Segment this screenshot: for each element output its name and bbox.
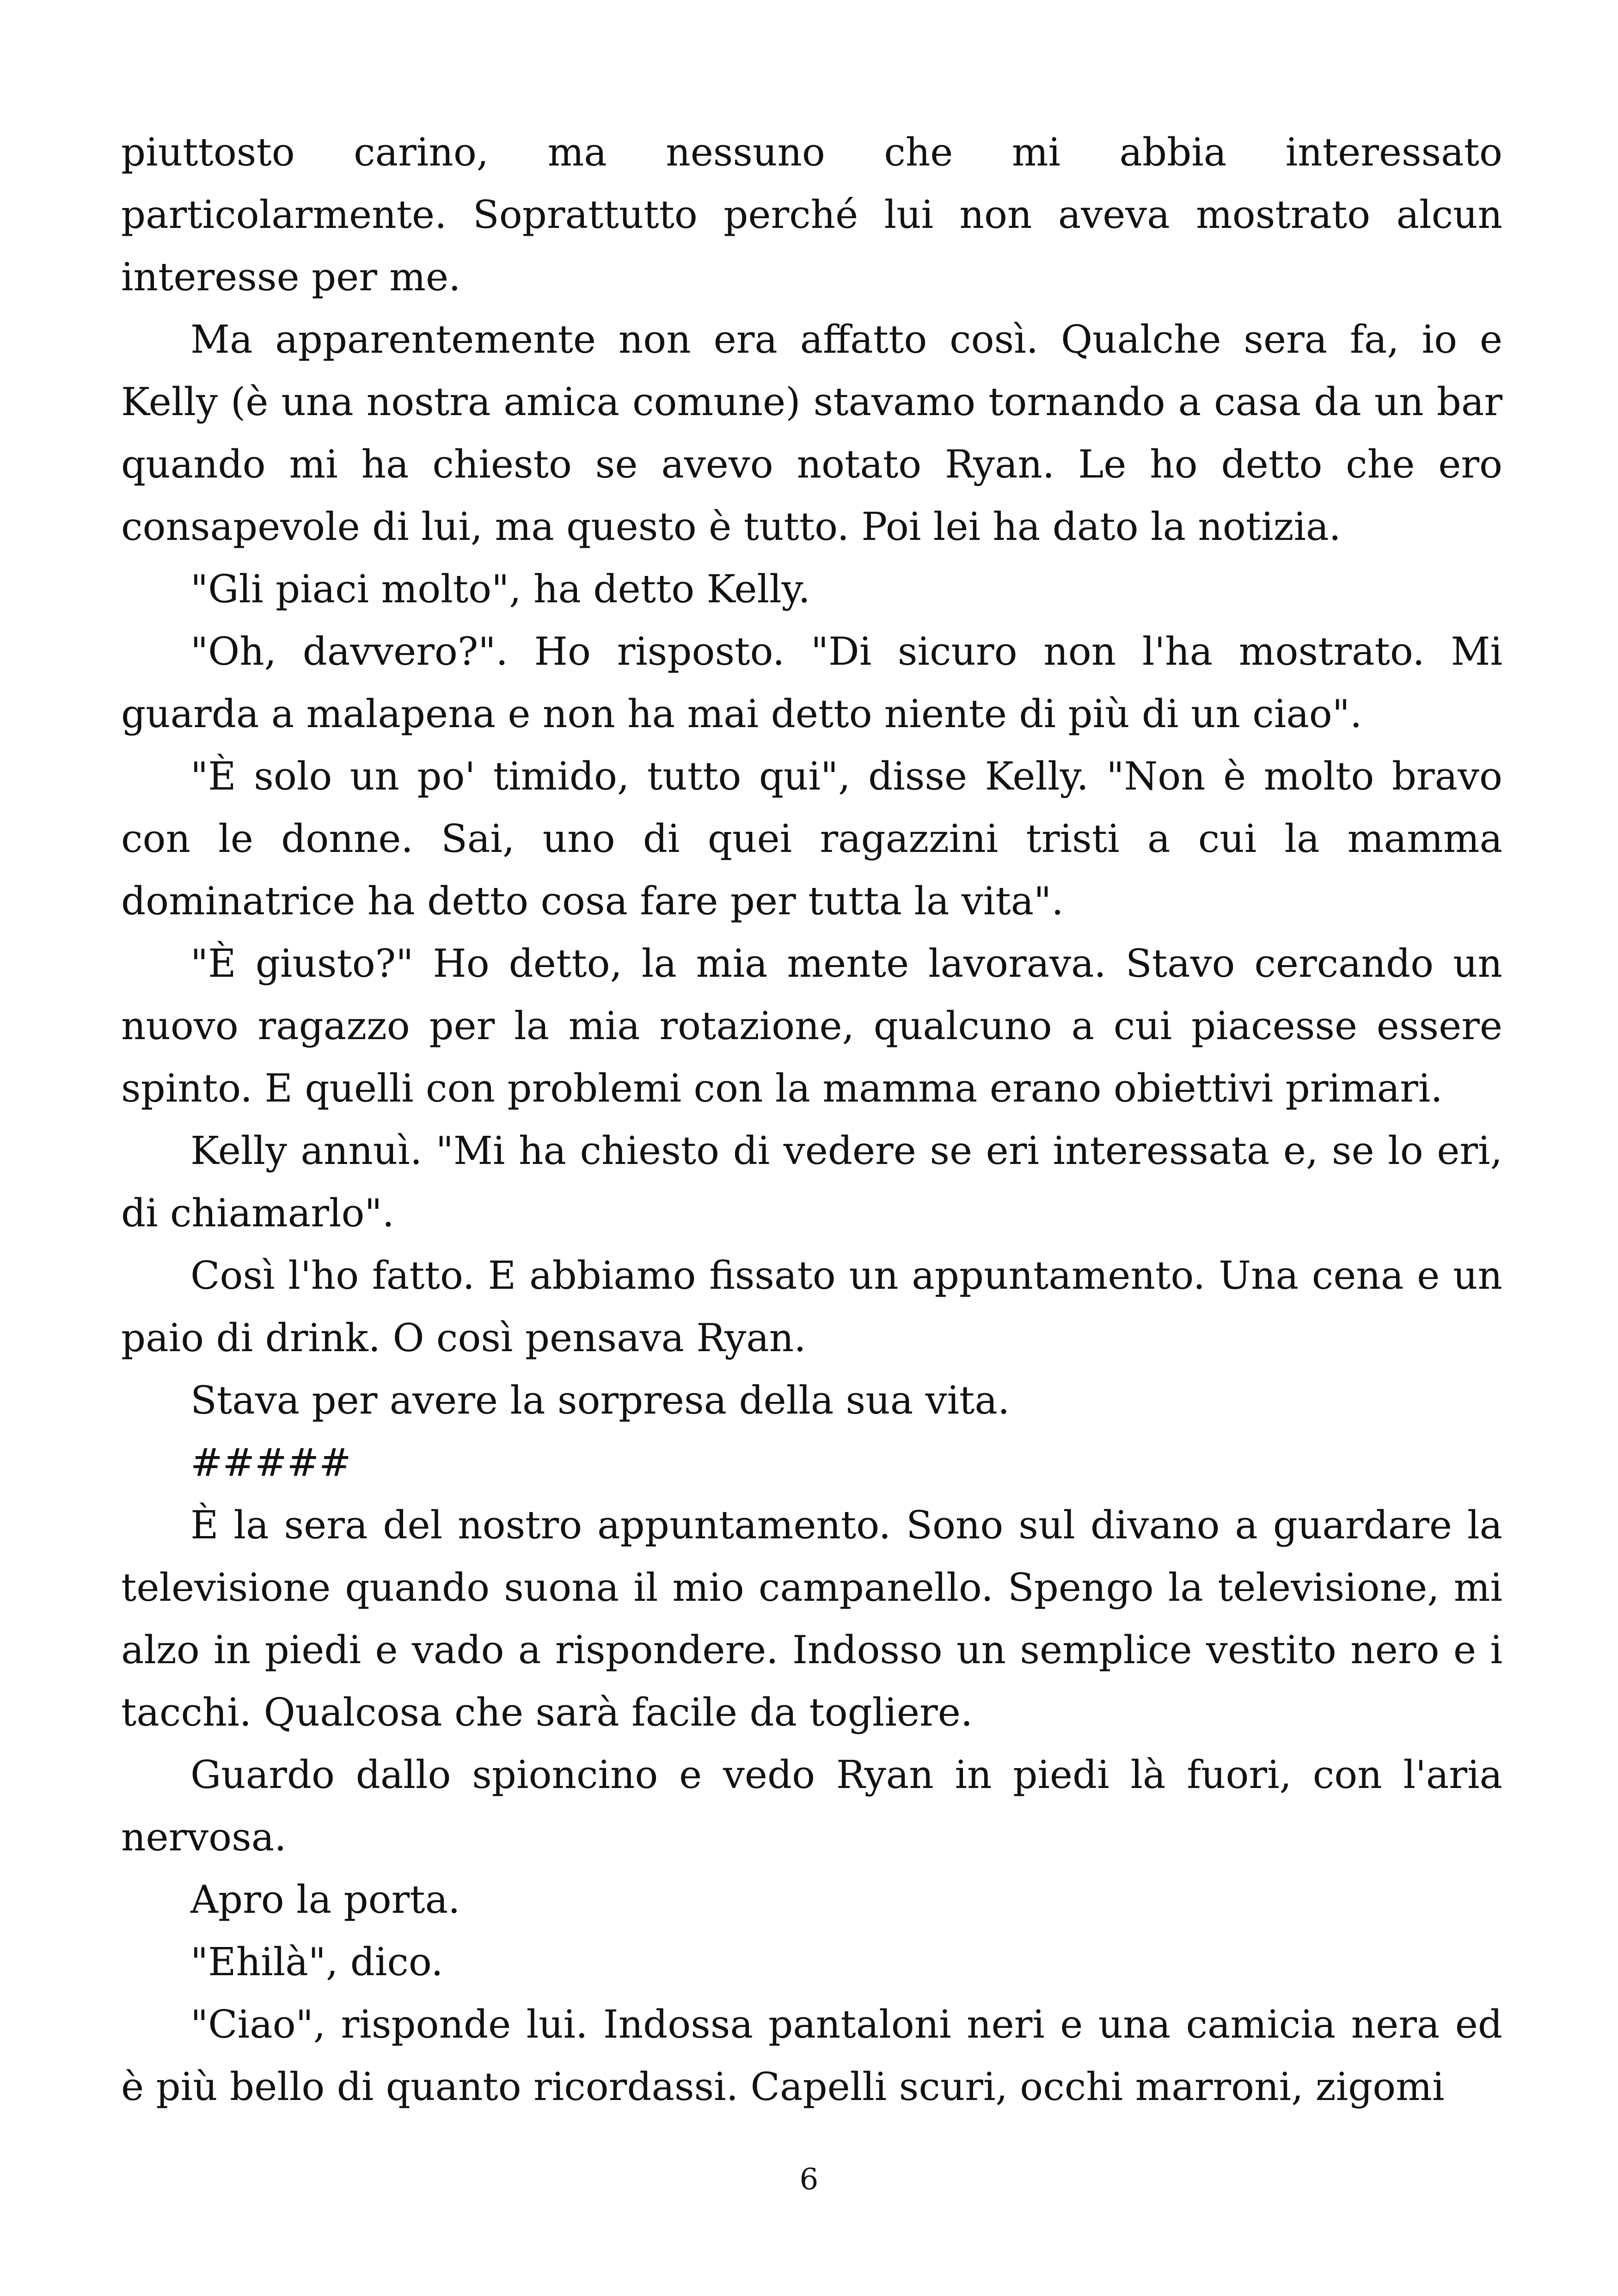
paragraph: "Ehilà", dico. (190, 1940, 443, 1984)
page-number: 6 (799, 2162, 819, 2197)
paragraph: "Oh, davvero?". Ho risposto. "Di sicuro non l'ha mostrato. Mi guarda a malapena e non ha mai detto niente di più di un ciao". (121, 629, 1502, 736)
paragraph: Così l'ho fatto. E abbiamo fissato un appuntamento. Una cena e un paio di drink. O così pensava Ryan. (121, 1253, 1502, 1360)
paragraph: "È solo un po' timido, tutto qui", disse Kelly. "Non è molto bravo con le donne. Sai, uno di quei ragazzini tristi a cui la mamma dominatrice ha detto cosa fare per tutta la vita". (121, 754, 1502, 924)
paragraph: "È giusto?" Ho detto, la mia mente lavorava. Stavo cercando un nuovo ragazzo per la mia rotazione, qualcuno a cui piacesse essere spinto. E quelli con problemi con la mamma erano obiettivi primari. (121, 941, 1502, 1111)
paragraph: Kelly annuì. "Mi ha chiesto di vedere se eri interessata e, se lo eri, di chiamarlo". (121, 1128, 1502, 1236)
paragraph: È la sera del nostro appuntamento. Sono sul divano a guardare la televisione quando suona il mio campanello. Spengo la televisione, mi alzo in piedi e vado a rispondere. Indosso un semplice vestito nero e i tacchi. Qualcosa che sarà facile da togliere. (121, 1503, 1502, 1735)
paragraph: Apro la porta. (190, 1877, 460, 1922)
paragraph-continuation: piuttosto carino, ma nessuno che mi abbia interessato particolarmente. Soprattutto perché lui non aveva mostrato alcun interesse per me. (121, 130, 1502, 300)
paragraph: Ma apparentemente non era affatto così. Qualche sera fa, io e Kelly (è una nostra amica comune) stavamo tornando a casa da un bar quando mi ha chiesto se avevo notato Ryan. Le ho detto che ero consapevole di lui, ma questo è tutto. Poi lei ha dato la notizia. (121, 317, 1502, 549)
section-break: ##### (190, 1440, 351, 1485)
paragraph: "Ciao", risponde lui. Indossa pantaloni neri e una camicia nera ed è più bello di quanto ricordassi. Capelli scuri, occhi marroni, zigomi (121, 2002, 1502, 2109)
page-body (121, 121, 1502, 2118)
paragraph: Guardo dallo spioncino e vedo Ryan in piedi là fuori, con l'aria nervosa. (121, 1752, 1502, 1860)
paragraph: Stava per avere la sorpresa della sua vita. (190, 1378, 1010, 1423)
paragraph: "Gli piaci molto", ha detto Kelly. (190, 567, 810, 612)
